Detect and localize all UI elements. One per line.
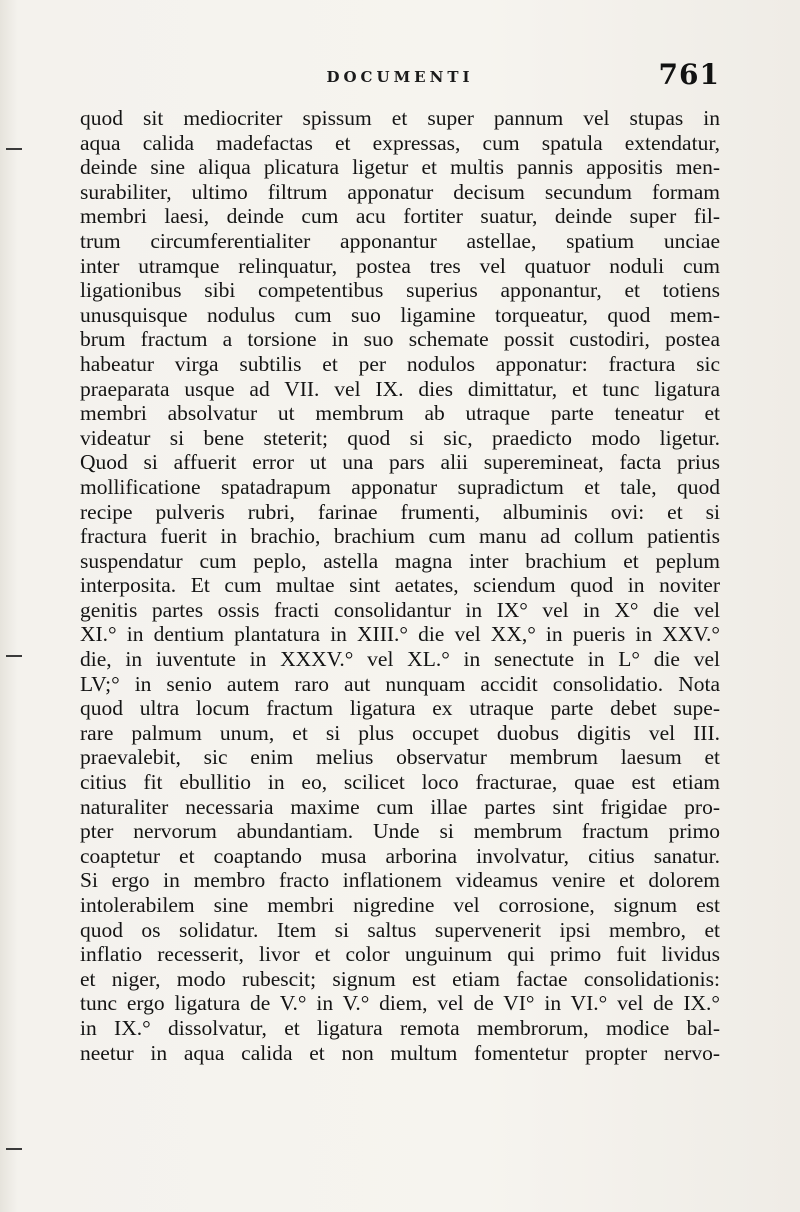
- text-line: unusquisque nodulus cum suo ligamine torqueatur, quod mem-: [80, 302, 720, 327]
- text-line: brum fractum a torsione in suo schemate possit custodiri, postea: [80, 327, 720, 352]
- text-line: genitis partes ossis fracti consolidantur in IX° vel in X° die vel: [80, 597, 720, 622]
- text-line: Si ergo in membro fracto inflationem videamus venire et dolorem: [80, 868, 720, 893]
- text-line: recipe pulveris rubri, farinae frumenti, albuminis ovi: et si: [80, 499, 720, 524]
- text-line: aqua calida madefactas et expressas, cum spatula extendatur,: [80, 130, 720, 155]
- text-line: coaptetur et coaptando musa arborina involvatur, citius sanatur.: [80, 843, 720, 868]
- text-line: ligationibus sibi competentibus superius apponantur, et totiens: [80, 278, 720, 303]
- text-line: membri laesi, deinde cum acu fortiter suatur, deinde super fil-: [80, 204, 720, 229]
- body-text: [80, 106, 720, 1065]
- text-line: deinde sine aliqua plicatura ligetur et multis pannis appositis men-: [80, 155, 720, 180]
- text-line: quod sit mediocriter spissum et super pannum vel stupas in: [80, 106, 720, 130]
- text-line: citius fit ebullitio in eo, scilicet loco fracturae, quae est etiam: [80, 770, 720, 795]
- text-line: et niger, modo rubescit; signum est etiam factae consolidationis:: [80, 966, 720, 991]
- text-line: quod ultra locum fractum ligatura ex utraque parte debet supe-: [80, 696, 720, 721]
- text-line: videatur si bene steterit; quod si sic, praedicto modo ligetur.: [80, 425, 720, 450]
- text-line: interposita. Et cum multae sint aetates, sciendum quod in noviter: [80, 573, 720, 598]
- text-line: tunc ergo ligatura de V.° in V.° diem, vel de VI° in VI.° vel de IX.°: [80, 991, 720, 1016]
- text-line: membri absolvatur ut membrum ab utraque parte teneatur et: [80, 401, 720, 426]
- page-number: 761: [658, 58, 720, 91]
- text-line: surabiliter, ultimo filtrum apponatur decisum secundum formam: [80, 179, 720, 204]
- margin-mark: [6, 148, 22, 150]
- text-line: trum circumferentialiter apponantur astellae, spatium unciae: [80, 228, 720, 253]
- text-line: XI.° in dentium plantatura in XIII.° die vel XX,° in pueris in XXV.°: [80, 622, 720, 647]
- text-line: praevalebit, sic enim melius observatur membrum laesum et: [80, 745, 720, 770]
- text-line: inter utramque relinquatur, postea tres vel quatuor noduli cum: [80, 253, 720, 278]
- text-line: fractura fuerit in brachio, brachium cum manu ad collum patientis: [80, 524, 720, 549]
- running-head: DOCUMENTI: [326, 68, 474, 86]
- text-line: in IX.° dissolvatur, et ligatura remota membrorum, modice bal-: [80, 1015, 720, 1040]
- text-line: die, in iuventute in XXXV.° vel XL.° in senectute in L° die vel: [80, 647, 720, 672]
- text-line: LV;° in senio autem raro aut nunquam accidit consolidatio. Nota: [80, 671, 720, 696]
- text-line: rare palmum unum, et si plus occupet duobus digitis vel III.: [80, 720, 720, 745]
- text-line: intolerabilem sine membri nigredine vel corrosione, signum est: [80, 893, 720, 917]
- margin-mark: [6, 1148, 22, 1150]
- text-line: Quod si affuerit error ut una pars alii superemineat, facta prius: [80, 450, 720, 475]
- text-line: suspendatur cum peplo, astella magna inter brachium et peplum: [80, 548, 720, 573]
- text-line: naturaliter necessaria maxime cum illae partes sint frigidae pro-: [80, 794, 720, 819]
- text-line: praeparata usque ad VII. vel IX. dies dimittatur, et tunc ligatura: [80, 376, 720, 401]
- text-line: quod os solidatur. Item si saltus supervenerit ipsi membro, et: [80, 917, 720, 942]
- margin-mark: [6, 655, 22, 657]
- text-line: habeatur virga subtilis et per nodulos apponatur: fractura sic: [80, 351, 720, 376]
- text-line: inflatio recesserit, livor et color unguinum qui primo fuit lividus: [80, 942, 720, 967]
- text-line: mollificatione spatadrapum apponatur supradictum et tale, quod: [80, 474, 720, 499]
- text-line: neetur in aqua calida et non multum fomentetur propter nervo-: [80, 1040, 720, 1065]
- text-line: pter nervorum abundantiam. Unde si membrum fractum primo: [80, 819, 720, 844]
- page-header: [80, 58, 720, 98]
